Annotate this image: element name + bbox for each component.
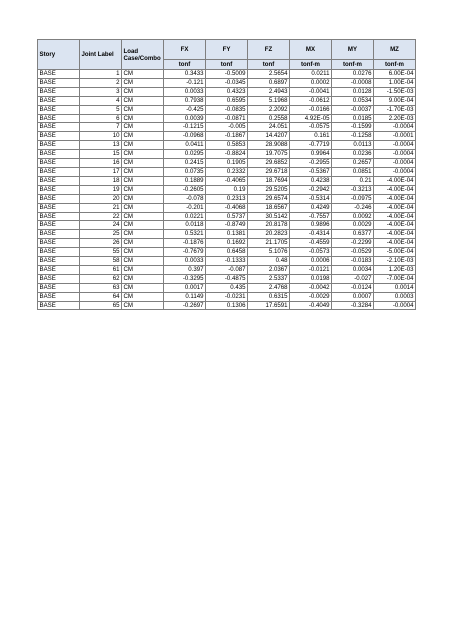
- cell-fx: 0.0221: [164, 212, 206, 221]
- cell-mz: -0.0004: [374, 123, 416, 132]
- table-row: [38, 283, 416, 292]
- cell-fx: -0.078: [164, 194, 206, 203]
- cell-mx: 0.4238: [290, 176, 332, 185]
- cell-joint-label: 61: [80, 265, 122, 274]
- table-row: [38, 274, 416, 283]
- cell-load-case: CM: [122, 239, 164, 248]
- cell-fy: 0.5853: [206, 141, 248, 150]
- unit-my: tonf-m: [332, 60, 374, 70]
- unit-fz: tonf: [248, 60, 290, 70]
- cell-fy: -0.5009: [206, 70, 248, 79]
- cell-fz: 0.6315: [248, 292, 290, 301]
- cell-fz: 20.2823: [248, 230, 290, 239]
- table-row: [38, 87, 416, 96]
- cell-mx: -0.0041: [290, 87, 332, 96]
- cell-story: BASE: [38, 176, 80, 185]
- cell-joint-label: 6: [80, 114, 122, 123]
- cell-load-case: CM: [122, 248, 164, 257]
- cell-fz: 2.0367: [248, 265, 290, 274]
- cell-story: BASE: [38, 185, 80, 194]
- cell-story: BASE: [38, 96, 80, 105]
- cell-joint-label: 55: [80, 248, 122, 257]
- cell-mz: -4.00E-04: [374, 176, 416, 185]
- cell-fz: 2.4768: [248, 283, 290, 292]
- cell-fy: 0.2313: [206, 194, 248, 203]
- cell-my: 0.0276: [332, 70, 374, 79]
- cell-story: BASE: [38, 274, 80, 283]
- table-row: [38, 265, 416, 274]
- unit-mz: tonf-m: [374, 60, 416, 70]
- table-row: [38, 292, 416, 301]
- cell-joint-label: 65: [80, 301, 122, 310]
- cell-fz: 14.4207: [248, 132, 290, 141]
- cell-my: 0.0007: [332, 292, 374, 301]
- cell-story: BASE: [38, 141, 80, 150]
- table-row: [38, 123, 416, 132]
- cell-story: BASE: [38, 239, 80, 248]
- cell-fz: 0.2558: [248, 114, 290, 123]
- cell-mx: 0.9964: [290, 150, 332, 159]
- cell-fz: 20.8178: [248, 221, 290, 230]
- cell-story: BASE: [38, 292, 80, 301]
- cell-fz: 28.9088: [248, 141, 290, 150]
- cell-story: BASE: [38, 105, 80, 114]
- cell-mx: -0.7557: [290, 212, 332, 221]
- cell-mz: -0.0004: [374, 301, 416, 310]
- cell-story: BASE: [38, 114, 80, 123]
- header-row: [38, 40, 416, 60]
- cell-mz: -0.0004: [374, 141, 416, 150]
- table-row: [38, 70, 416, 79]
- cell-mx: -0.4049: [290, 301, 332, 310]
- table-row: [38, 239, 416, 248]
- cell-fz: 29.6718: [248, 167, 290, 176]
- cell-fx: -0.425: [164, 105, 206, 114]
- cell-my: -0.0124: [332, 283, 374, 292]
- table-header: [38, 40, 416, 70]
- cell-mz: 9.00E-04: [374, 96, 416, 105]
- header-story: Story: [38, 40, 80, 70]
- cell-load-case: CM: [122, 265, 164, 274]
- cell-mx: 0.0198: [290, 274, 332, 283]
- cell-fz: 0.6897: [248, 78, 290, 87]
- cell-fx: 0.1149: [164, 292, 206, 301]
- cell-fx: 0.0118: [164, 221, 206, 230]
- cell-joint-label: 5: [80, 105, 122, 114]
- cell-joint-label: 64: [80, 292, 122, 301]
- cell-fy: 0.4323: [206, 87, 248, 96]
- cell-load-case: CM: [122, 292, 164, 301]
- cell-my: 0.0534: [332, 96, 374, 105]
- cell-fx: -0.7679: [164, 248, 206, 257]
- table-row: [38, 150, 416, 159]
- cell-fy: 0.5737: [206, 212, 248, 221]
- unit-fy: tonf: [206, 60, 248, 70]
- cell-fx: 0.0411: [164, 141, 206, 150]
- cell-fy: 0.1905: [206, 159, 248, 168]
- cell-story: BASE: [38, 230, 80, 239]
- cell-mz: 0.0003: [374, 292, 416, 301]
- cell-fx: -0.0968: [164, 132, 206, 141]
- cell-my: 0.0185: [332, 114, 374, 123]
- cell-my: -0.0037: [332, 105, 374, 114]
- cell-story: BASE: [38, 167, 80, 176]
- cell-fy: 0.1381: [206, 230, 248, 239]
- cell-fz: 2.5654: [248, 70, 290, 79]
- cell-mz: -0.0001: [374, 132, 416, 141]
- cell-load-case: CM: [122, 203, 164, 212]
- reactions-table: [37, 39, 416, 310]
- cell-mx: -0.0042: [290, 283, 332, 292]
- cell-mx: 0.0006: [290, 257, 332, 266]
- cell-my: -0.0975: [332, 194, 374, 203]
- cell-fy: -0.4068: [206, 203, 248, 212]
- cell-mz: 2.20E-03: [374, 114, 416, 123]
- cell-fz: 18.7694: [248, 176, 290, 185]
- cell-joint-label: 25: [80, 230, 122, 239]
- cell-joint-label: 15: [80, 150, 122, 159]
- cell-fz: 30.5142: [248, 212, 290, 221]
- cell-load-case: CM: [122, 257, 164, 266]
- cell-my: -0.1599: [332, 123, 374, 132]
- cell-my: -0.0183: [332, 257, 374, 266]
- header-mz: MZ: [374, 40, 416, 60]
- cell-fx: -0.3295: [164, 274, 206, 283]
- cell-fy: -0.0345: [206, 78, 248, 87]
- table-row: [38, 78, 416, 87]
- cell-story: BASE: [38, 194, 80, 203]
- cell-mz: -5.00E-04: [374, 248, 416, 257]
- cell-mz: -1.50E-03: [374, 87, 416, 96]
- cell-mz: -2.10E-03: [374, 257, 416, 266]
- header-my: MY: [332, 40, 374, 60]
- cell-fz: 29.6574: [248, 194, 290, 203]
- cell-mx: 4.92E-05: [290, 114, 332, 123]
- cell-fz: 29.5205: [248, 185, 290, 194]
- cell-fy: -0.005: [206, 123, 248, 132]
- cell-my: -0.1258: [332, 132, 374, 141]
- cell-fx: 0.0295: [164, 150, 206, 159]
- cell-fy: 0.19: [206, 185, 248, 194]
- cell-fx: -0.2605: [164, 185, 206, 194]
- cell-mx: -0.5314: [290, 194, 332, 203]
- cell-joint-label: 63: [80, 283, 122, 292]
- cell-fx: -0.1876: [164, 239, 206, 248]
- cell-fy: -0.8824: [206, 150, 248, 159]
- cell-story: BASE: [38, 301, 80, 310]
- cell-story: BASE: [38, 132, 80, 141]
- cell-mz: -0.0004: [374, 159, 416, 168]
- table-row: [38, 221, 416, 230]
- cell-mx: -0.0121: [290, 265, 332, 274]
- cell-fx: 0.0017: [164, 283, 206, 292]
- cell-mz: 1.00E-04: [374, 78, 416, 87]
- cell-my: 0.0092: [332, 212, 374, 221]
- table-row: [38, 159, 416, 168]
- cell-my: 0.2657: [332, 159, 374, 168]
- cell-fy: -0.1867: [206, 132, 248, 141]
- cell-story: BASE: [38, 150, 80, 159]
- cell-mx: 0.9896: [290, 221, 332, 230]
- cell-fz: 2.5337: [248, 274, 290, 283]
- cell-mz: -0.0004: [374, 167, 416, 176]
- cell-fy: 0.6458: [206, 248, 248, 257]
- header-mx: MX: [290, 40, 332, 60]
- cell-fx: 0.0033: [164, 257, 206, 266]
- cell-joint-label: 24: [80, 221, 122, 230]
- cell-fy: -0.087: [206, 265, 248, 274]
- cell-load-case: CM: [122, 159, 164, 168]
- cell-fx: -0.1215: [164, 123, 206, 132]
- cell-my: -0.3213: [332, 185, 374, 194]
- cell-mz: 0.0014: [374, 283, 416, 292]
- cell-mx: -0.0612: [290, 96, 332, 105]
- table-row: [38, 212, 416, 221]
- table-row: [38, 141, 416, 150]
- cell-joint-label: 20: [80, 194, 122, 203]
- cell-my: -0.246: [332, 203, 374, 212]
- cell-load-case: CM: [122, 230, 164, 239]
- cell-joint-label: 22: [80, 212, 122, 221]
- cell-story: BASE: [38, 78, 80, 87]
- cell-joint-label: 18: [80, 176, 122, 185]
- cell-story: BASE: [38, 221, 80, 230]
- cell-fz: 29.6852: [248, 159, 290, 168]
- cell-mz: -7.00E-04: [374, 274, 416, 283]
- table-row: [38, 105, 416, 114]
- cell-mz: 6.00E-04: [374, 70, 416, 79]
- cell-mz: -4.00E-04: [374, 230, 416, 239]
- cell-story: BASE: [38, 257, 80, 266]
- cell-mx: -0.7719: [290, 141, 332, 150]
- cell-my: -0.0008: [332, 78, 374, 87]
- cell-load-case: CM: [122, 150, 164, 159]
- cell-fz: 2.2092: [248, 105, 290, 114]
- cell-fy: -0.0835: [206, 105, 248, 114]
- cell-load-case: CM: [122, 167, 164, 176]
- cell-my: 0.0113: [332, 141, 374, 150]
- cell-joint-label: 2: [80, 78, 122, 87]
- cell-mz: -4.00E-04: [374, 221, 416, 230]
- cell-fy: -0.4065: [206, 176, 248, 185]
- cell-mx: 0.4249: [290, 203, 332, 212]
- cell-joint-label: 13: [80, 141, 122, 150]
- cell-fz: 19.7075: [248, 150, 290, 159]
- cell-fy: 0.1692: [206, 239, 248, 248]
- table-row: [38, 114, 416, 123]
- cell-mz: 1.20E-03: [374, 265, 416, 274]
- cell-joint-label: 10: [80, 132, 122, 141]
- cell-load-case: CM: [122, 301, 164, 310]
- cell-mx: -0.5367: [290, 167, 332, 176]
- cell-mz: -4.00E-04: [374, 239, 416, 248]
- cell-mz: -4.00E-04: [374, 185, 416, 194]
- cell-mx: -0.0575: [290, 123, 332, 132]
- cell-mx: -0.0573: [290, 248, 332, 257]
- cell-load-case: CM: [122, 105, 164, 114]
- cell-fx: -0.2697: [164, 301, 206, 310]
- cell-mx: 0.0211: [290, 70, 332, 79]
- cell-mz: -4.00E-04: [374, 212, 416, 221]
- table-row: [38, 132, 416, 141]
- cell-joint-label: 16: [80, 159, 122, 168]
- table-row: [38, 203, 416, 212]
- cell-load-case: CM: [122, 78, 164, 87]
- cell-fx: -0.201: [164, 203, 206, 212]
- cell-fz: 2.4943: [248, 87, 290, 96]
- cell-story: BASE: [38, 283, 80, 292]
- cell-mz: -4.00E-04: [374, 194, 416, 203]
- table-body: [38, 70, 416, 310]
- cell-fz: 0.48: [248, 257, 290, 266]
- cell-fz: 17.6591: [248, 301, 290, 310]
- table-row: [38, 257, 416, 266]
- cell-mx: 0.0002: [290, 78, 332, 87]
- cell-my: 0.0128: [332, 87, 374, 96]
- cell-mz: -1.70E-03: [374, 105, 416, 114]
- cell-fy: 0.435: [206, 283, 248, 292]
- table-row: [38, 301, 416, 310]
- cell-load-case: CM: [122, 194, 164, 203]
- cell-my: 0.0029: [332, 221, 374, 230]
- table-row: [38, 248, 416, 257]
- cell-load-case: CM: [122, 96, 164, 105]
- cell-fx: 0.0039: [164, 114, 206, 123]
- cell-fy: -0.8749: [206, 221, 248, 230]
- cell-fy: -0.4875: [206, 274, 248, 283]
- cell-joint-label: 58: [80, 257, 122, 266]
- cell-mx: 0.161: [290, 132, 332, 141]
- cell-story: BASE: [38, 203, 80, 212]
- cell-story: BASE: [38, 159, 80, 168]
- cell-mx: -0.4559: [290, 239, 332, 248]
- cell-story: BASE: [38, 70, 80, 79]
- cell-my: 0.6377: [332, 230, 374, 239]
- cell-fx: 0.397: [164, 265, 206, 274]
- cell-mz: -4.00E-04: [374, 203, 416, 212]
- cell-joint-label: 1: [80, 70, 122, 79]
- cell-load-case: CM: [122, 176, 164, 185]
- cell-fy: -0.1333: [206, 257, 248, 266]
- table-row: [38, 194, 416, 203]
- cell-joint-label: 3: [80, 87, 122, 96]
- cell-fx: -0.121: [164, 78, 206, 87]
- cell-story: BASE: [38, 123, 80, 132]
- cell-load-case: CM: [122, 212, 164, 221]
- cell-my: 0.0851: [332, 167, 374, 176]
- cell-my: -0.027: [332, 274, 374, 283]
- cell-my: -0.0529: [332, 248, 374, 257]
- cell-joint-label: 4: [80, 96, 122, 105]
- cell-fy: 0.1306: [206, 301, 248, 310]
- cell-fy: 0.2332: [206, 167, 248, 176]
- cell-joint-label: 62: [80, 274, 122, 283]
- cell-story: BASE: [38, 265, 80, 274]
- table-row: [38, 96, 416, 105]
- header-joint-label: Joint Label: [80, 40, 122, 70]
- cell-fz: 24.051: [248, 123, 290, 132]
- cell-load-case: CM: [122, 185, 164, 194]
- cell-joint-label: 19: [80, 185, 122, 194]
- header-load-case-combo: Load Case/Combo: [122, 40, 164, 70]
- cell-my: -0.2299: [332, 239, 374, 248]
- cell-load-case: CM: [122, 221, 164, 230]
- table-row: [38, 176, 416, 185]
- header-fz: FZ: [248, 40, 290, 60]
- cell-mz: -0.0004: [374, 150, 416, 159]
- cell-joint-label: 21: [80, 203, 122, 212]
- unit-fx: tonf: [164, 60, 206, 70]
- cell-load-case: CM: [122, 274, 164, 283]
- table-row: [38, 230, 416, 239]
- cell-load-case: CM: [122, 70, 164, 79]
- cell-mx: -0.0166: [290, 105, 332, 114]
- cell-my: 0.0236: [332, 150, 374, 159]
- cell-fx: 0.5321: [164, 230, 206, 239]
- table-row: [38, 185, 416, 194]
- cell-fz: 18.6567: [248, 203, 290, 212]
- cell-fz: 21.1705: [248, 239, 290, 248]
- cell-fy: -0.0871: [206, 114, 248, 123]
- header-fx: FX: [164, 40, 206, 60]
- cell-joint-label: 17: [80, 167, 122, 176]
- cell-fx: 0.2415: [164, 159, 206, 168]
- cell-mx: -0.4314: [290, 230, 332, 239]
- cell-joint-label: 26: [80, 239, 122, 248]
- cell-mx: -0.2955: [290, 159, 332, 168]
- cell-fx: 0.0033: [164, 87, 206, 96]
- cell-story: BASE: [38, 87, 80, 96]
- cell-load-case: CM: [122, 132, 164, 141]
- cell-fx: 0.3433: [164, 70, 206, 79]
- cell-fx: 0.7938: [164, 96, 206, 105]
- cell-fz: 5.1076: [248, 248, 290, 257]
- cell-fy: 0.6595: [206, 96, 248, 105]
- table-row: [38, 167, 416, 176]
- cell-fx: 0.0735: [164, 167, 206, 176]
- cell-fx: 0.1889: [164, 176, 206, 185]
- cell-story: BASE: [38, 248, 80, 257]
- unit-mx: tonf-m: [290, 60, 332, 70]
- cell-load-case: CM: [122, 283, 164, 292]
- cell-fz: 5.1968: [248, 96, 290, 105]
- cell-my: 0.21: [332, 176, 374, 185]
- cell-mx: -0.2942: [290, 185, 332, 194]
- cell-my: 0.0034: [332, 265, 374, 274]
- cell-load-case: CM: [122, 123, 164, 132]
- header-fy: FY: [206, 40, 248, 60]
- cell-joint-label: 7: [80, 123, 122, 132]
- cell-story: BASE: [38, 212, 80, 221]
- cell-mx: -0.0029: [290, 292, 332, 301]
- cell-load-case: CM: [122, 87, 164, 96]
- cell-my: -0.3284: [332, 301, 374, 310]
- cell-fy: -0.0231: [206, 292, 248, 301]
- cell-load-case: CM: [122, 141, 164, 150]
- cell-load-case: CM: [122, 114, 164, 123]
